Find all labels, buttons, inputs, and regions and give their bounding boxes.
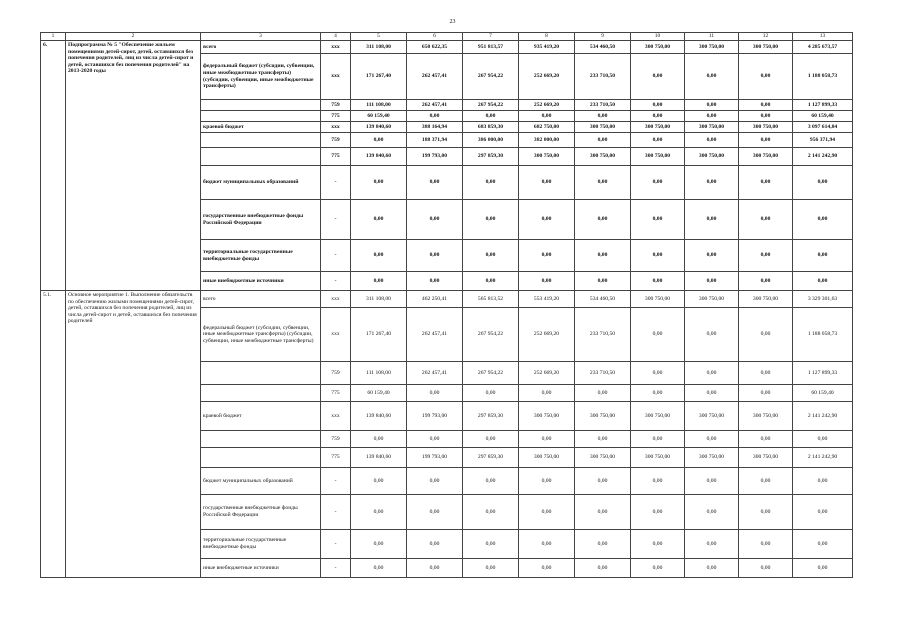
value-cell: 0,00 bbox=[631, 133, 685, 148]
value-cell: 300 750,00 bbox=[631, 41, 685, 54]
value-cell: 171 267,40 bbox=[351, 54, 407, 100]
value-cell: 267 954,22 bbox=[463, 100, 519, 111]
value-cell: 60 159,40 bbox=[351, 385, 407, 402]
value-cell: 0,00 bbox=[685, 166, 739, 200]
value-cell: 300 750,00 bbox=[575, 402, 631, 431]
budget-code: ххх bbox=[321, 308, 351, 362]
value-cell: 252 669,20 bbox=[519, 54, 575, 100]
budget-code: ххх bbox=[321, 41, 351, 54]
value-cell: 0,00 bbox=[351, 166, 407, 200]
funding-source bbox=[201, 100, 321, 111]
value-cell: 300 750,00 bbox=[739, 291, 793, 308]
value-cell: 0,00 bbox=[407, 468, 463, 495]
value-cell: 0,00 bbox=[631, 559, 685, 578]
value-cell: 300 750,00 bbox=[685, 41, 739, 54]
value-cell: 60 159,40 bbox=[351, 111, 407, 122]
value-cell: 0,00 bbox=[575, 385, 631, 402]
funding-source bbox=[201, 133, 321, 148]
budget-code: 775 bbox=[321, 448, 351, 468]
value-cell: 0,00 bbox=[351, 559, 407, 578]
value-cell: 300 750,00 bbox=[575, 122, 631, 133]
value-cell: 0,00 bbox=[407, 495, 463, 530]
value-cell: 0,00 bbox=[685, 495, 739, 530]
value-cell: 0,00 bbox=[463, 495, 519, 530]
value-cell: 300 750,00 bbox=[739, 448, 793, 468]
value-cell: 0,00 bbox=[631, 111, 685, 122]
value-cell: 0,00 bbox=[351, 133, 407, 148]
budget-code: 775 bbox=[321, 148, 351, 166]
value-cell: 0,00 bbox=[519, 111, 575, 122]
header-cell: 10 bbox=[631, 33, 685, 41]
value-cell: 0,00 bbox=[575, 468, 631, 495]
value-cell: 650 622,35 bbox=[407, 41, 463, 54]
value-cell: 0,00 bbox=[407, 431, 463, 448]
funding-source: территориальные государственные внебюджетные фонды bbox=[201, 240, 321, 272]
funding-source bbox=[201, 362, 321, 385]
value-cell: 0,00 bbox=[463, 530, 519, 559]
value-cell: 300 750,00 bbox=[739, 122, 793, 133]
value-cell: 311 108,00 bbox=[351, 41, 407, 54]
value-cell: 388 164,94 bbox=[407, 122, 463, 133]
value-cell: 0,00 bbox=[407, 111, 463, 122]
value-cell: 565 813,52 bbox=[463, 291, 519, 308]
funding-source: краевой бюджет bbox=[201, 402, 321, 431]
total-cell: 0,00 bbox=[793, 559, 853, 578]
value-cell: 0,00 bbox=[519, 166, 575, 200]
value-cell: 0,00 bbox=[519, 530, 575, 559]
value-cell: 0,00 bbox=[739, 559, 793, 578]
value-cell: 233 710,50 bbox=[575, 54, 631, 100]
value-cell: 0,00 bbox=[631, 200, 685, 240]
value-cell: 139 840,60 bbox=[351, 148, 407, 166]
value-cell: 0,00 bbox=[463, 240, 519, 272]
budget-code: 775 bbox=[321, 385, 351, 402]
budget-code: ххх bbox=[321, 291, 351, 308]
value-cell: 300 750,00 bbox=[685, 122, 739, 133]
page-number: 23 bbox=[449, 19, 456, 25]
value-cell: 0,00 bbox=[631, 530, 685, 559]
value-cell: 0,00 bbox=[519, 200, 575, 240]
header-cell: 1 bbox=[41, 33, 66, 41]
budget-code: - bbox=[321, 200, 351, 240]
value-cell: 0,00 bbox=[407, 385, 463, 402]
value-cell: 0,00 bbox=[739, 166, 793, 200]
value-cell: 297 859,30 bbox=[463, 448, 519, 468]
value-cell: 0,00 bbox=[575, 133, 631, 148]
value-cell: 0,00 bbox=[463, 385, 519, 402]
value-cell: 0,00 bbox=[685, 468, 739, 495]
value-cell: 534 460,50 bbox=[575, 41, 631, 54]
header-row bbox=[41, 33, 853, 41]
funding-source bbox=[201, 431, 321, 448]
value-cell: 300 750,00 bbox=[685, 402, 739, 431]
table-row bbox=[41, 41, 853, 54]
value-cell: 300 750,00 bbox=[685, 148, 739, 166]
budget-code: - bbox=[321, 559, 351, 578]
value-cell: 0,00 bbox=[575, 111, 631, 122]
value-cell: 0,00 bbox=[685, 385, 739, 402]
funding-source: краевой бюджет bbox=[201, 122, 321, 133]
value-cell: 0,00 bbox=[407, 166, 463, 200]
value-cell: 0,00 bbox=[685, 530, 739, 559]
funding-source: бюджет муниципальных образований bbox=[201, 468, 321, 495]
value-cell: 0,00 bbox=[463, 468, 519, 495]
value-cell: 0,00 bbox=[739, 385, 793, 402]
value-cell: 0,00 bbox=[631, 166, 685, 200]
value-cell: 0,00 bbox=[519, 272, 575, 291]
program-name: Основное мероприятие 1. Выполнение обязательств по обеспечению жилыми помещениями детей-сирот, детей, оставшихся без попечения родителей, лиц из числа детей-сирот и детей, оставшихся без попечения родителей bbox=[66, 291, 201, 578]
value-cell: 252 669,20 bbox=[519, 362, 575, 385]
value-cell: 233 710,50 bbox=[575, 308, 631, 362]
value-cell: 0,00 bbox=[575, 559, 631, 578]
header-cell: 11 bbox=[685, 33, 739, 41]
header-cell: 9 bbox=[575, 33, 631, 41]
budget-code: 759 bbox=[321, 362, 351, 385]
value-cell: 0,00 bbox=[685, 308, 739, 362]
program-name: Подпрограмма № 5 "Обеспечение жильем помещениями детей-сирот, детей, оставшихся без попечения родителей, лиц из числа детей-сирот и детей, оставшихся без попечения родителей" на 2013-2020 годы bbox=[66, 41, 201, 291]
total-cell: 4 285 673,57 bbox=[793, 41, 853, 54]
value-cell: 0,00 bbox=[631, 272, 685, 291]
budget-code: - bbox=[321, 468, 351, 495]
value-cell: 139 840,60 bbox=[351, 448, 407, 468]
value-cell: 199 793,00 bbox=[407, 402, 463, 431]
value-cell: 0,00 bbox=[739, 495, 793, 530]
value-cell: 0,00 bbox=[685, 133, 739, 148]
value-cell: 0,00 bbox=[463, 111, 519, 122]
value-cell: 935 419,20 bbox=[519, 41, 575, 54]
value-cell: 0,00 bbox=[575, 166, 631, 200]
value-cell: 188 371,94 bbox=[407, 133, 463, 148]
value-cell: 199 793,00 bbox=[407, 148, 463, 166]
header-cell: 2 bbox=[66, 33, 201, 41]
value-cell: 0,00 bbox=[519, 240, 575, 272]
total-cell: 60 159,40 bbox=[793, 111, 853, 122]
header-cell: 13 bbox=[793, 33, 853, 41]
value-cell: 0,00 bbox=[407, 530, 463, 559]
value-cell: 0,00 bbox=[739, 272, 793, 291]
value-cell: 0,00 bbox=[463, 559, 519, 578]
value-cell: 0,00 bbox=[519, 431, 575, 448]
budget-table bbox=[40, 32, 853, 578]
value-cell: 0,00 bbox=[631, 362, 685, 385]
funding-source: федеральный бюджет (субсидии, субвенции, иные межбюджетные трансферты) (субсидии, субвенции, иные межбюджетные трансферты) bbox=[201, 308, 321, 362]
value-cell: 683 859,30 bbox=[463, 122, 519, 133]
value-cell: 300 750,00 bbox=[519, 448, 575, 468]
budget-code: 759 bbox=[321, 431, 351, 448]
value-cell: 0,00 bbox=[575, 272, 631, 291]
value-cell: 139 840,60 bbox=[351, 122, 407, 133]
value-cell: 300 750,00 bbox=[739, 148, 793, 166]
value-cell: 252 669,20 bbox=[519, 308, 575, 362]
value-cell: 262 457,41 bbox=[407, 362, 463, 385]
value-cell: 0,00 bbox=[631, 240, 685, 272]
value-cell: 0,00 bbox=[407, 240, 463, 272]
value-cell: 0,00 bbox=[631, 100, 685, 111]
funding-source: иные внебюджетные источники bbox=[201, 272, 321, 291]
value-cell: 534 460,50 bbox=[575, 291, 631, 308]
value-cell: 0,00 bbox=[739, 100, 793, 111]
value-cell: 0,00 bbox=[575, 200, 631, 240]
budget-code: - bbox=[321, 530, 351, 559]
budget-code: 759 bbox=[321, 133, 351, 148]
value-cell: 300 750,00 bbox=[631, 291, 685, 308]
total-cell: 0,00 bbox=[793, 200, 853, 240]
value-cell: 0,00 bbox=[351, 272, 407, 291]
value-cell: 0,00 bbox=[685, 240, 739, 272]
total-cell: 0,00 bbox=[793, 272, 853, 291]
total-cell: 60 159,40 bbox=[793, 385, 853, 402]
value-cell: 0,00 bbox=[739, 308, 793, 362]
value-cell: 0,00 bbox=[631, 495, 685, 530]
value-cell: 111 108,00 bbox=[351, 100, 407, 111]
table-row bbox=[41, 291, 853, 308]
value-cell: 300 750,00 bbox=[631, 148, 685, 166]
total-cell: 2 141 242,90 bbox=[793, 402, 853, 431]
header-cell: 3 bbox=[201, 33, 321, 41]
budget-code: - bbox=[321, 272, 351, 291]
value-cell: 0,00 bbox=[351, 468, 407, 495]
value-cell: 300 750,00 bbox=[631, 448, 685, 468]
value-cell: 111 108,00 bbox=[351, 362, 407, 385]
header-cell: 8 bbox=[519, 33, 575, 41]
total-cell: 1 188 058,73 bbox=[793, 54, 853, 100]
total-cell: 1 188 058,73 bbox=[793, 308, 853, 362]
value-cell: 171 267,40 bbox=[351, 308, 407, 362]
value-cell: 682 750,00 bbox=[519, 122, 575, 133]
value-cell: 262 457,41 bbox=[407, 100, 463, 111]
value-cell: 262 457,41 bbox=[407, 308, 463, 362]
value-cell: 262 457,41 bbox=[407, 54, 463, 100]
value-cell: 0,00 bbox=[685, 200, 739, 240]
total-cell: 0,00 bbox=[793, 530, 853, 559]
header-cell: 7 bbox=[463, 33, 519, 41]
budget-code: 775 bbox=[321, 111, 351, 122]
value-cell: 0,00 bbox=[575, 495, 631, 530]
total-cell: 2 141 242,90 bbox=[793, 448, 853, 468]
value-cell: 252 669,20 bbox=[519, 100, 575, 111]
funding-source: иные внебюджетные источники bbox=[201, 559, 321, 578]
value-cell: 0,00 bbox=[685, 100, 739, 111]
value-cell: 0,00 bbox=[685, 54, 739, 100]
value-cell: 0,00 bbox=[519, 559, 575, 578]
budget-code: ххх bbox=[321, 54, 351, 100]
value-cell: 0,00 bbox=[519, 385, 575, 402]
funding-source bbox=[201, 385, 321, 402]
value-cell: 0,00 bbox=[407, 559, 463, 578]
value-cell: 0,00 bbox=[351, 431, 407, 448]
funding-source: федеральный бюджет (субсидии, субвенции, иные межбюджетные трансферты) (субсидии, субвенции, иные межбюджетные трансферты) bbox=[201, 54, 321, 100]
value-cell: 300 750,00 bbox=[739, 41, 793, 54]
value-cell: 0,00 bbox=[739, 468, 793, 495]
value-cell: 0,00 bbox=[739, 362, 793, 385]
funding-source: государственные внебюджетные фонды Российской Федерации bbox=[201, 200, 321, 240]
value-cell: 0,00 bbox=[685, 559, 739, 578]
value-cell: 0,00 bbox=[739, 200, 793, 240]
value-cell: 0,00 bbox=[631, 431, 685, 448]
value-cell: 0,00 bbox=[631, 54, 685, 100]
value-cell: 0,00 bbox=[407, 200, 463, 240]
funding-source: бюджет муниципальных образований bbox=[201, 166, 321, 200]
value-cell: 0,00 bbox=[739, 54, 793, 100]
header-cell: 4 bbox=[321, 33, 351, 41]
total-cell: 0,00 bbox=[793, 431, 853, 448]
value-cell: 0,00 bbox=[351, 495, 407, 530]
value-cell: 0,00 bbox=[685, 111, 739, 122]
total-cell: 0,00 bbox=[793, 468, 853, 495]
total-cell: 0,00 bbox=[793, 240, 853, 272]
funding-source bbox=[201, 448, 321, 468]
value-cell: 233 710,50 bbox=[575, 362, 631, 385]
value-cell: 311 108,00 bbox=[351, 291, 407, 308]
header-cell: 12 bbox=[739, 33, 793, 41]
value-cell: 462 250,41 bbox=[407, 291, 463, 308]
funding-source: территориальные государственные внебюджетные фонды bbox=[201, 530, 321, 559]
value-cell: 0,00 bbox=[739, 431, 793, 448]
header-cell: 5 bbox=[351, 33, 407, 41]
value-cell: 300 750,00 bbox=[685, 448, 739, 468]
row-number: 6. bbox=[41, 41, 66, 291]
value-cell: 386 000,00 bbox=[463, 133, 519, 148]
value-cell: 0,00 bbox=[739, 111, 793, 122]
total-cell: 956 371,94 bbox=[793, 133, 853, 148]
value-cell: 0,00 bbox=[631, 308, 685, 362]
value-cell: 297 859,30 bbox=[463, 148, 519, 166]
value-cell: 0,00 bbox=[519, 468, 575, 495]
total-cell: 1 127 899,33 bbox=[793, 100, 853, 111]
budget-code: 759 bbox=[321, 100, 351, 111]
value-cell: 0,00 bbox=[351, 530, 407, 559]
total-cell: 2 141 242,90 bbox=[793, 148, 853, 166]
value-cell: 0,00 bbox=[575, 240, 631, 272]
value-cell: 0,00 bbox=[463, 166, 519, 200]
value-cell: 300 750,00 bbox=[685, 291, 739, 308]
value-cell: 300 750,00 bbox=[631, 402, 685, 431]
total-cell: 0,00 bbox=[793, 166, 853, 200]
budget-code: - bbox=[321, 495, 351, 530]
value-cell: 267 954,22 bbox=[463, 54, 519, 100]
total-cell: 0,00 bbox=[793, 495, 853, 530]
funding-source: всего bbox=[201, 291, 321, 308]
budget-code: ххх bbox=[321, 122, 351, 133]
funding-source: государственные внебюджетные фонды Российской Федерации bbox=[201, 495, 321, 530]
value-cell: 553 419,20 bbox=[519, 291, 575, 308]
value-cell: 297 859,30 bbox=[463, 402, 519, 431]
budget-code: - bbox=[321, 240, 351, 272]
value-cell: 0,00 bbox=[631, 468, 685, 495]
value-cell: 0,00 bbox=[351, 240, 407, 272]
value-cell: 0,00 bbox=[463, 272, 519, 291]
funding-source bbox=[201, 111, 321, 122]
value-cell: 951 813,57 bbox=[463, 41, 519, 54]
value-cell: 0,00 bbox=[739, 133, 793, 148]
budget-code: ххх bbox=[321, 402, 351, 431]
value-cell: 0,00 bbox=[463, 200, 519, 240]
value-cell: 233 710,50 bbox=[575, 100, 631, 111]
value-cell: 0,00 bbox=[685, 431, 739, 448]
value-cell: 300 750,00 bbox=[739, 402, 793, 431]
value-cell: 0,00 bbox=[463, 431, 519, 448]
value-cell: 0,00 bbox=[575, 530, 631, 559]
total-cell: 3 097 614,84 bbox=[793, 122, 853, 133]
value-cell: 382 000,00 bbox=[519, 133, 575, 148]
value-cell: 199 793,00 bbox=[407, 448, 463, 468]
funding-source: всего bbox=[201, 41, 321, 54]
total-cell: 3 329 301,63 bbox=[793, 291, 853, 308]
row-number: 5.1. bbox=[41, 291, 66, 578]
value-cell: 139 840,60 bbox=[351, 402, 407, 431]
value-cell: 0,00 bbox=[575, 431, 631, 448]
value-cell: 0,00 bbox=[739, 240, 793, 272]
value-cell: 0,00 bbox=[351, 200, 407, 240]
budget-code: - bbox=[321, 166, 351, 200]
total-cell: 1 127 899,33 bbox=[793, 362, 853, 385]
value-cell: 0,00 bbox=[631, 385, 685, 402]
value-cell: 300 750,00 bbox=[575, 148, 631, 166]
value-cell: 267 954,22 bbox=[463, 308, 519, 362]
value-cell: 0,00 bbox=[685, 362, 739, 385]
value-cell: 267 954,22 bbox=[463, 362, 519, 385]
value-cell: 0,00 bbox=[685, 272, 739, 291]
value-cell: 300 750,00 bbox=[519, 148, 575, 166]
value-cell: 300 750,00 bbox=[631, 122, 685, 133]
value-cell: 0,00 bbox=[519, 495, 575, 530]
funding-source bbox=[201, 148, 321, 166]
value-cell: 0,00 bbox=[739, 530, 793, 559]
value-cell: 0,00 bbox=[407, 272, 463, 291]
value-cell: 300 750,00 bbox=[519, 402, 575, 431]
header-cell: 6 bbox=[407, 33, 463, 41]
value-cell: 300 750,00 bbox=[575, 448, 631, 468]
